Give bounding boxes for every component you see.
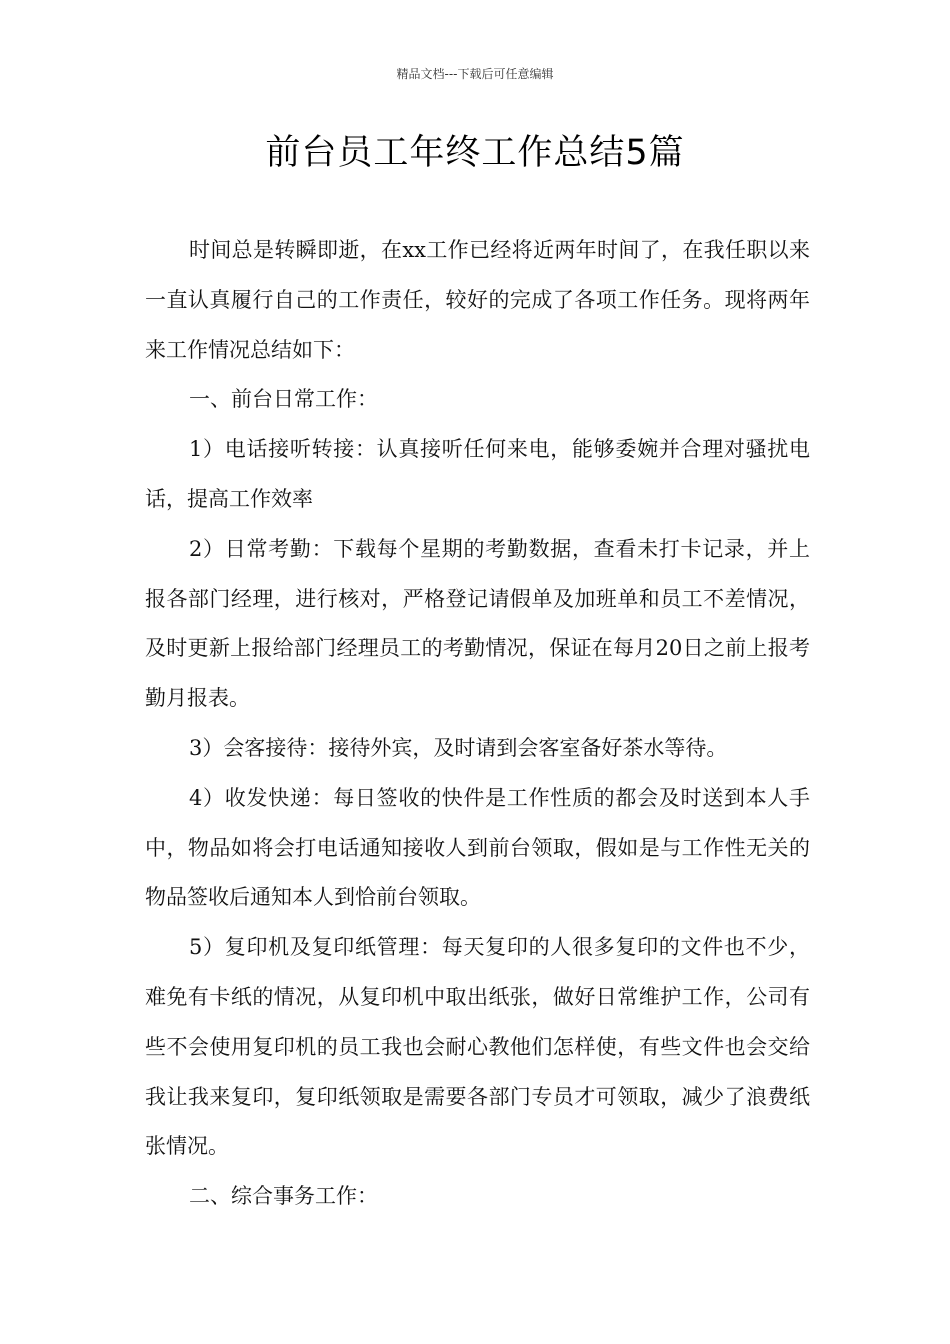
document-body <box>145 226 810 1222</box>
list-item: 3）会客接待：接待外宾，及时请到会客室备好茶水等待。 <box>189 735 728 760</box>
list-item: 1）电话接听转接：认真接听任何来电，能够委婉并合理对骚扰电话，提高工作效率 <box>145 437 810 511</box>
list-item: 4）收发快递：每日签收的快件是工作性质的都会及时送到本人手中，物品如将会打电话通知接收人到前台领取，假如是与工作性无关的物品签收后通知本人到恰前台领取。 <box>145 785 810 910</box>
page-title: 前台员工年终工作总结5篇 <box>265 133 685 173</box>
section-heading-1: 一、前台日常工作： <box>189 387 378 412</box>
section-heading-2: 二、综合事务工作： <box>189 1184 378 1209</box>
header-note: 精品文档---下载后可任意编辑 <box>396 67 554 81</box>
list-item: 5）复印机及复印纸管理：每天复印的人很多复印的文件也不少，难免有卡纸的情况，从复印机中取出纸张，做好日常维护工作，公司有些不会使用复印机的员工我也会耐心教他们怎样使，有些文件也会交给我让我来复印，复印纸领取是需要各部门专员才可领取，减少了浪费纸张情况。 <box>145 935 810 1159</box>
intro-paragraph: 时间总是转瞬即逝，在xx工作已经将近两年时间了，在我任职以来一直认真履行自己的工作责任，较好的完成了各项工作任务。现将两年来工作情况总结如下： <box>145 238 810 362</box>
list-item: 2）日常考勤：下载每个星期的考勤数据，查看未打卡记录，并上报各部门经理，进行核对，严格登记请假单及加班单和员工不差情况，及时更新上报给部门经理员工的考勤情况，保证在每月20日之前上报考勤月报表。 <box>145 536 810 711</box>
